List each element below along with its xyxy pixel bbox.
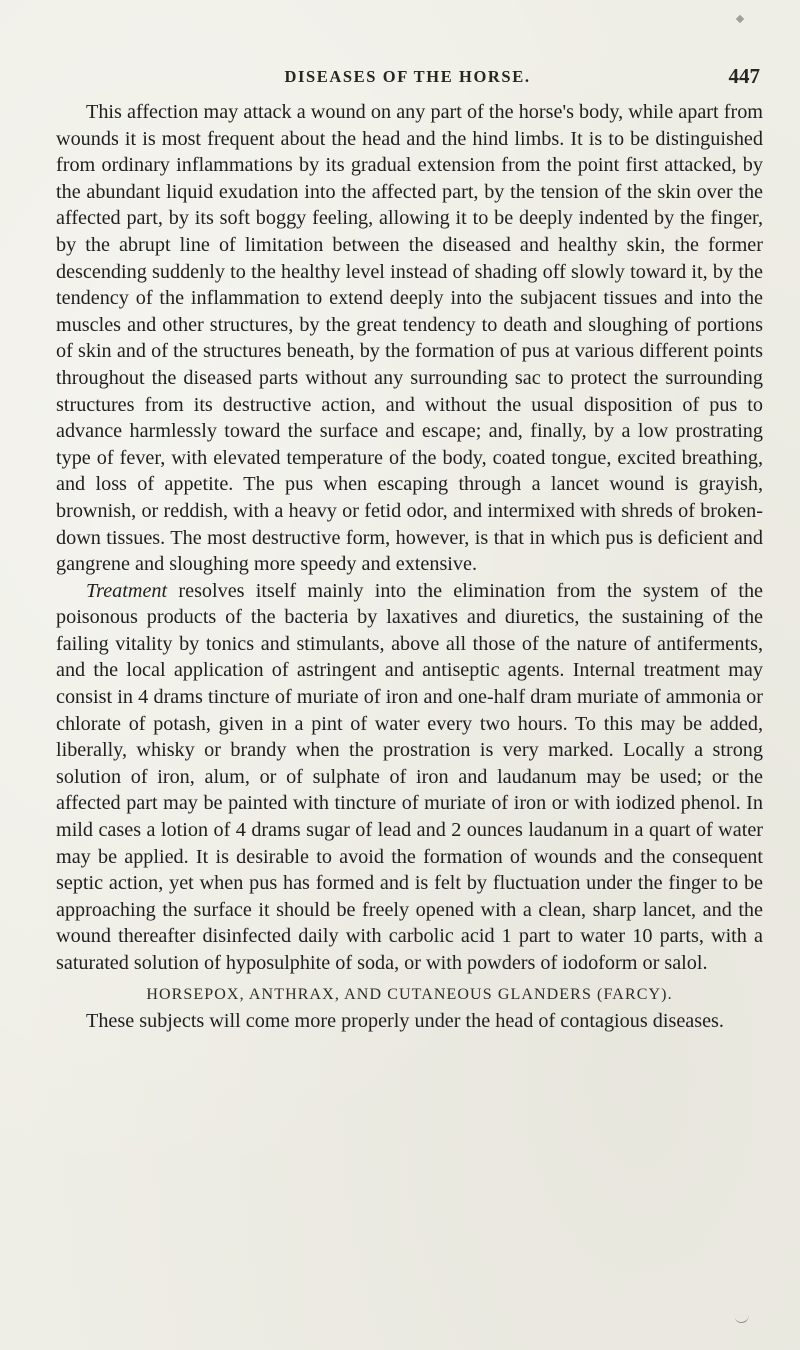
page-number: 447 — [728, 64, 760, 88]
treatment-text: resolves itself mainly into the elimination from the system of the poisonous products of the bacteria by laxatives and diuretics, the sustaining of the failing vitality by tonics and stimulants, above all those of the nature of antiferments, and the local application of astringent and antiseptic agents. Internal treatment may consist in 4 drams tincture of muriate of iron and one-half dram muriate of ammonia or chlorate of potash, given in a pint of water every two hours. To this may be added, liberally, whisky or brandy when the prostration is very marked. Locally a strong solution of iron, alum, or of sulphate of iron and laudanum may be used; or the affected part may be painted with tincture of muriate of iron or with iodized phenol. In mild cases a lotion of 4 drams sugar of lead and 2 ounces laudanum in a quart of water may be applied. It is desirable to avoid the formation of wounds and the consequent septic action, yet when pus has formed and is felt by fluctuation under the finger to be approaching the surface it should be freely opened with a clean, sharp lancet, and the wound thereafter disinfected daily with carbolic acid 1 part to water 10 parts, with a saturated solution of hyposulphite of soda, or with powders of iodoform or salol. — [56, 579, 763, 974]
running-title: DISEASES OF THE HORSE. — [284, 67, 531, 86]
paragraph-description: This affection may attack a wound on any part of the horse's body, while apart from wounds it is most frequent about the head and the hind limbs. It is to be distinguished from ordinary inflammations by its gradual extension from the point first attacked, by the abundant liquid exudation into the affected part, by the tension of the skin over the affected part, by its soft boggy feeling, allowing it to be deeply indented by the finger, by the abrupt line of limitation between the diseased and healthy skin, the former descending suddenly to the healthy level instead of shading off slowly toward it, by the tendency of the inflammation to extend deeply into the subjacent tissues and into the muscles and other structures, by the great tendency to death and sloughing of portions of skin and of the structures beneath, by the formation of pus at various different points throughout the diseased parts without any surrounding sac to protect the surrounding structures from its destructive action, and without the usual disposition of pus to advance harmlessly toward the surface and escape; and, finally, by a low prostrating type of fever, with elevated temperature of the body, coated tongue, excited breathing, and loss of appetite. The pus when escaping through a lancet wound is grayish, brownish, or reddish, with a heavy or fetid odor, and intermixed with shreds of broken-down tissues. The most destructive form, however, is that in which pus is deficient and gangrene and sloughing more speedy and extensive. — [56, 101, 763, 576]
paragraph-closing: These subjects will come more properly under the head of contagious diseases. — [86, 1009, 724, 1032]
running-head — [55, 64, 760, 93]
print-mark — [735, 1315, 750, 1324]
paragraph-treatment — [56, 578, 763, 977]
treatment-run-in-heading: Treatment — [86, 579, 168, 602]
print-mark — [736, 15, 744, 23]
body-text — [56, 99, 763, 1034]
section-heading: HORSEPOX, ANTHRAX, AND CUTANEOUS GLANDERS (FARCY). — [146, 985, 673, 1003]
